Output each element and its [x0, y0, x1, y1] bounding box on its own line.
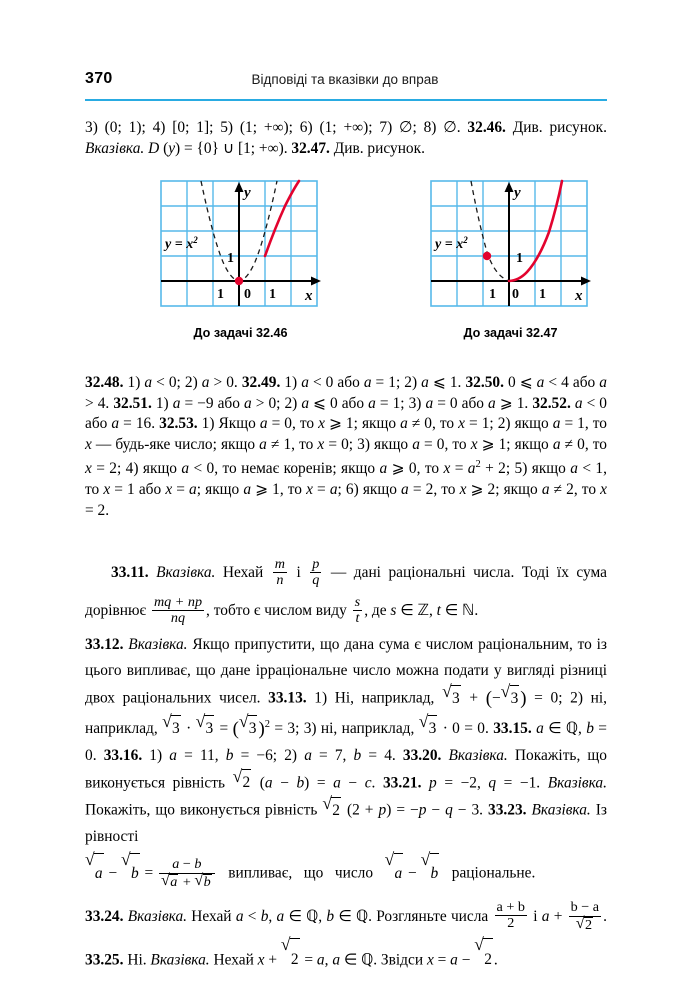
hint-label: Вказівка.: [531, 801, 591, 819]
graph-32-46: [153, 176, 328, 311]
answer-paragraph: 32.48. 1) a < 0; 2) a > 0. 32.49. 1) a < 0 або a = 1; 2) a ⩽ 1. 32.50. 0 ⩽ a < 4 або a > 4. 32.51. 1) a = −9 або a > 0; 2) a ⩽ 0 або a = 1; 3) a = 0 або a ⩾ 1. 32.52. a < 0 або a = 16. 32.53. 1) Якщо a = 0, то x ⩾ 1; якщо a ≠ 0, то x = 1; 2) якщо a = 1, то x — будь-яке число; якщо a ≠ 1, то x = 0; 3) якщо a = 0, то x ⩾ 1; якщо a ≠ 0, то x = 2; 4) якщо a < 0, то немає коренів; якщо a ⩾ 0, то $x = a^2 + 2$; 5) якщо a < 1, то x = 1 або x = a; якщо a ⩾ 1, то x = a; 6) якщо a = 2, то x ⩾ 2; якщо a ≠ 2, то x = 2.: [85, 374, 607, 519]
sqrt-3: √ 3: [501, 684, 520, 712]
exercise-number-32-46: 32.46.: [467, 119, 506, 136]
origin-label: 0: [512, 287, 519, 302]
answer-text-32-46: Див. рисунок.: [505, 119, 608, 136]
exercise-number-33-23: 33.23.: [488, 801, 527, 819]
answer-paragraph-33-12: 33.12. Вказівка. Якщо припустити, що дана сума є числом раціональним, то із цього випливає, що дане ірраціональне число можна подати у вигляді різниці двох раціональних чисел. 33.13. 1) Ні, наприклад, √ 3 + (− √ 3 ) = 0; 2) ні, наприклад, √ 3 · √ 3 = ( √ 3 )$^2$ = 3; 3) ні, наприклад, √ 3 · 0 = 0. 33.15. a ∈ ℚ, b = 0. 33.16. 1) a = 11, b = −6; 2) a = 7, b = 4. 33.20. Вказівка. Покажіть, що виконується рівність √ 2 (a − b) = a − c. 33.21. p = −2, q = −1. Вказівка. Покажіть, що виконується рівність √ 2 (2 + p) = −p − q − 3. 33.23. Вказівка. Із рівності: [85, 636, 607, 845]
fraction-m-over-n: $\frac{m}{n}$: [274, 555, 285, 588]
hint-label: Вказівка.: [156, 564, 216, 581]
hint-label: Вказівка.: [150, 951, 210, 969]
tick-label-y: 1: [516, 251, 523, 266]
fraction-sum: $\frac{mq + np}{nq}$: [153, 593, 203, 626]
exercise-number-32-47: 32.47.: [291, 139, 330, 157]
hint-label: Вказівка.: [127, 907, 187, 925]
figure-caption-32-46: До задачі 32.46: [193, 326, 288, 340]
exercise-number-33-13: 33.13.: [268, 689, 307, 707]
answers-block-4: [85, 632, 607, 981]
page-number: 370: [85, 70, 113, 87]
curve-equation-label: $y = x^2$: [435, 235, 468, 252]
graph-32-47: [423, 176, 598, 311]
answer-paragraph-33-23-formula: √ a − √ b = a − b √ a + √ b випливає, що число √ a − √ b раціональне.: [85, 852, 607, 894]
tick-label-x-pos: 1: [539, 287, 546, 302]
curve-equation-label: $y = x^2$: [165, 235, 198, 252]
sqrt-2: √ 2: [322, 796, 341, 824]
fraction-b-minus-a-over-sqrt2: b − a √ 2: [570, 899, 600, 934]
exercise-number-33-25: 33.25.: [85, 951, 124, 969]
sqrt-a: √ a: [385, 852, 404, 894]
exercise-number-33-20: 33.20.: [402, 746, 442, 764]
origin-label: 0: [244, 287, 251, 302]
sqrt-b: √ b: [421, 852, 440, 894]
exercise-number-32-50: 32.50.: [465, 374, 504, 391]
sqrt-a: √ a: [85, 852, 104, 894]
fraction-difference: a − b √ a + √ b: [159, 857, 215, 890]
exercise-number-33-11: 33.11.: [111, 564, 149, 581]
sqrt-3: √ 3: [442, 684, 461, 712]
exercise-number-32-49: 32.49.: [241, 374, 281, 391]
exercise-number-33-24: 33.24.: [85, 907, 124, 925]
sqrt-3: √ 3: [196, 715, 215, 743]
answer-paragraph: [85, 118, 607, 159]
marked-point: [483, 252, 491, 260]
sqrt-2: √ 2: [233, 769, 252, 797]
answers-block-2: [85, 373, 607, 521]
figures-container: [85, 176, 607, 362]
sqrt-3: √ 3: [239, 715, 258, 743]
header-title: Відповіді та вказівки до вправ: [251, 72, 439, 87]
exercise-number-32-51: 32.51.: [113, 394, 152, 412]
sqrt-2: √ 2: [281, 938, 300, 982]
sqrt-b: √ b: [121, 852, 140, 894]
hint-label: Вказівка.: [448, 746, 508, 764]
tick-label-x-neg: 1: [489, 287, 496, 302]
figure-caption-32-47: До задачі 32.47: [463, 326, 558, 340]
exercise-number-32-48: 32.48.: [85, 374, 124, 391]
figure-32-47: [423, 176, 598, 311]
answer-text-32-47: Див. рисунок.: [329, 139, 425, 157]
y-axis-label: y: [244, 185, 251, 201]
tick-label-x-neg: 1: [217, 287, 224, 302]
header-divider: [85, 99, 607, 101]
hint-label: Вказівка.: [128, 636, 188, 653]
answer-paragraph-33-11: 33.11. Вказівка. Нехай $\frac{m}{n}$ і $\frac{p}{q}$ — дані раціональні числа. Тоді їх сума дорівнює $\frac{mq + np}{nq}$ , тобто є числом виду $\frac{s}{t}$ , де s ∈ ℤ, t ∈ ℕ.: [85, 555, 607, 626]
exercise-number-33-12: 33.12.: [85, 636, 124, 653]
answers-list-32-45: 3) (0; 1); 4) [0; 1]; 5) (1; +∞); 6) (1; +∞); 7) ∅; 8) ∅.: [85, 119, 468, 136]
figure-32-46: [153, 176, 328, 311]
x-axis-label: x: [305, 288, 313, 304]
exercise-number-33-16: 33.16.: [103, 746, 143, 764]
hint-label: Вказівка.: [547, 774, 607, 792]
exercise-number-33-15: 33.15.: [493, 720, 532, 738]
fraction-p-over-q: $\frac{p}{q}$: [312, 555, 320, 588]
fraction-s-over-t: $\frac{s}{t}$: [354, 593, 361, 626]
x-axis-label: x: [575, 288, 583, 304]
answer-paragraph-33-24: 33.24. Вказівка. Нехай a < b, a ∈ ℚ, b ∈ ℚ. Розгляньте числа $\frac{a + b}{2}$ і a + b − a √ 2 . 33.25. Ні. Вказівка. Нехай x + √ 2 = a, a ∈ ℚ. Звідси x = a − √ 2 .: [85, 896, 607, 982]
y-axis-label: y: [514, 185, 521, 201]
tick-label-y: 1: [227, 251, 234, 266]
exercise-number-32-53: 32.53.: [159, 415, 198, 433]
hint-label: Вказівка.: [85, 139, 145, 157]
answers-block-3: [85, 554, 607, 630]
sqrt-2: √ 2: [474, 938, 493, 982]
answers-block-1: [85, 118, 607, 159]
sqrt-3: √ 3: [162, 715, 181, 743]
page-header: [85, 70, 605, 98]
fraction-a-plus-b-over-2: $\frac{a + b}{2}$: [496, 899, 525, 932]
tick-label-x-pos: 1: [269, 287, 276, 302]
exercise-number-32-52: 32.52.: [532, 394, 571, 412]
domain-statement: D (y) = {0} ∪ [1; +∞).: [148, 139, 292, 157]
exercise-number-33-21: 33.21.: [382, 774, 422, 792]
sqrt-3: √ 3: [419, 715, 438, 743]
marked-point: [235, 277, 243, 285]
